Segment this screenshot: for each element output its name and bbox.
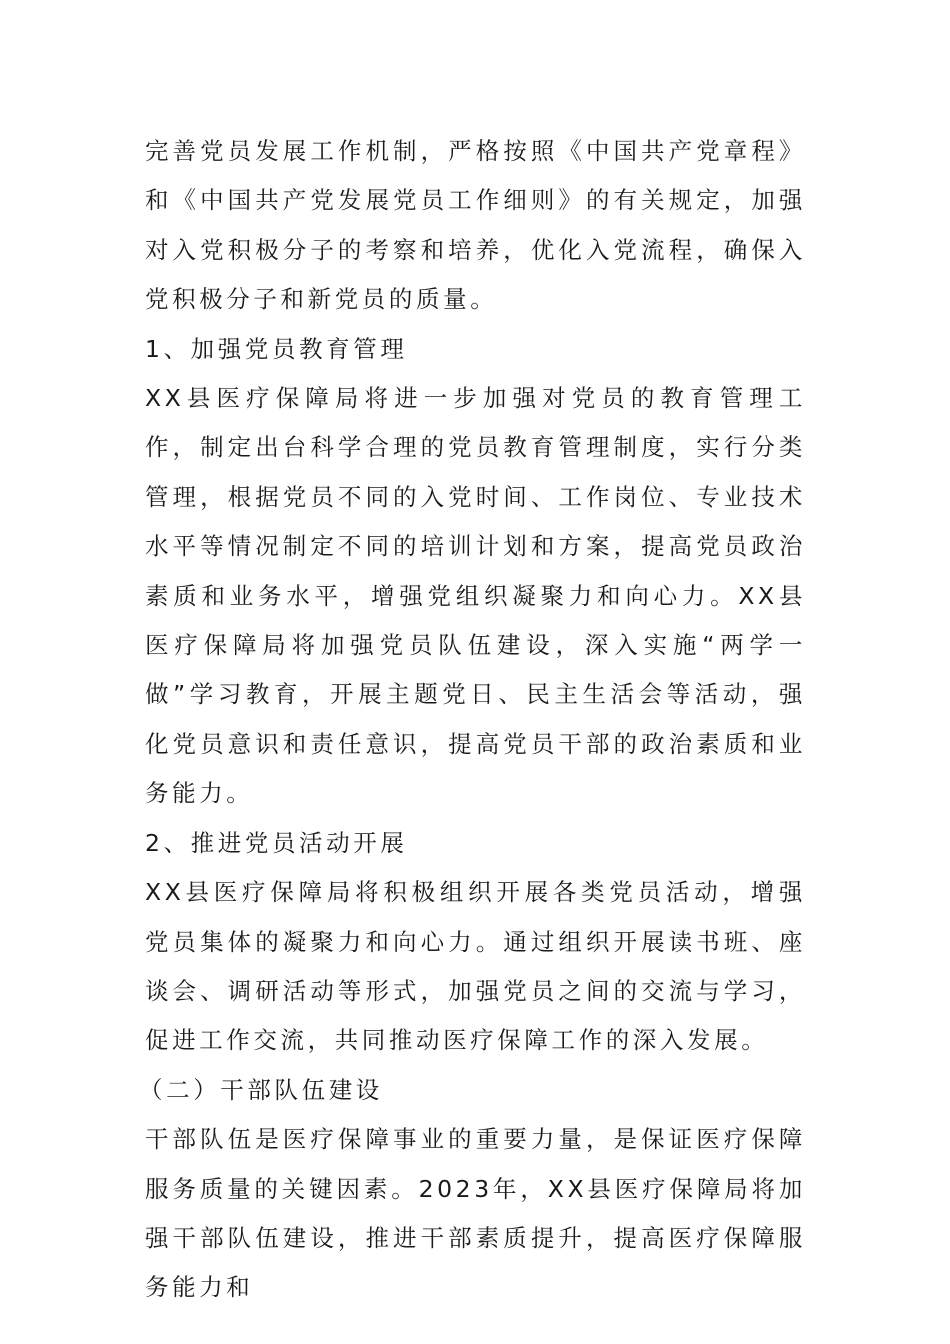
heading-cadre-team: （二）干部队伍建设 — [139, 1075, 383, 1104]
paragraph-party-member-development: 完善党员发展工作机制，严格按照《中国共产党章程》和《中国共产党发展党员工作细则》的有关规定，加强对入党积极分子的考察和培养，优化入党流程，确保入党积极分子和新党员的质量。 — [145, 137, 806, 314]
paragraph-member-activities: XX县医疗保障局将积极组织开展各类党员活动，增强党员集体的凝聚力和向心力。通过组织开展读书班、座谈会、调研活动等形式，加强党员之间的交流与学习，促进工作交流，共同推动医疗保障工作的深入发展。 — [145, 878, 806, 1055]
paragraph-education-management: XX县医疗保障局将进一步加强对党员的教育管理工作，制定出台科学合理的党员教育管理制度，实行分类管理，根据党员不同的入党时间、工作岗位、专业技术水平等情况制定不同的培训计划和方案，提高党员政治素质和业务水平，增强党组织凝聚力和向心力。XX县医疗保障局将加强党员队伍建设，深入实施“两学一做”学习教育，开展主题党日、民主生活会等活动，强化党员意识和责任意识，提高党员干部的政治素质和业务能力。 — [145, 384, 806, 808]
document-body — [139, 127, 806, 1313]
heading-education-management: 1、加强党员教育管理 — [145, 334, 408, 363]
heading-member-activities: 2、推进党员活动开展 — [145, 828, 408, 857]
paragraph-cadre-team: 干部队伍是医疗保障事业的重要力量，是保证医疗保障服务质量的关键因素。2023年，XX县医疗保障局将加强干部队伍建设，推进干部素质提升，提高医疗保障服务能力和 — [145, 1125, 806, 1302]
